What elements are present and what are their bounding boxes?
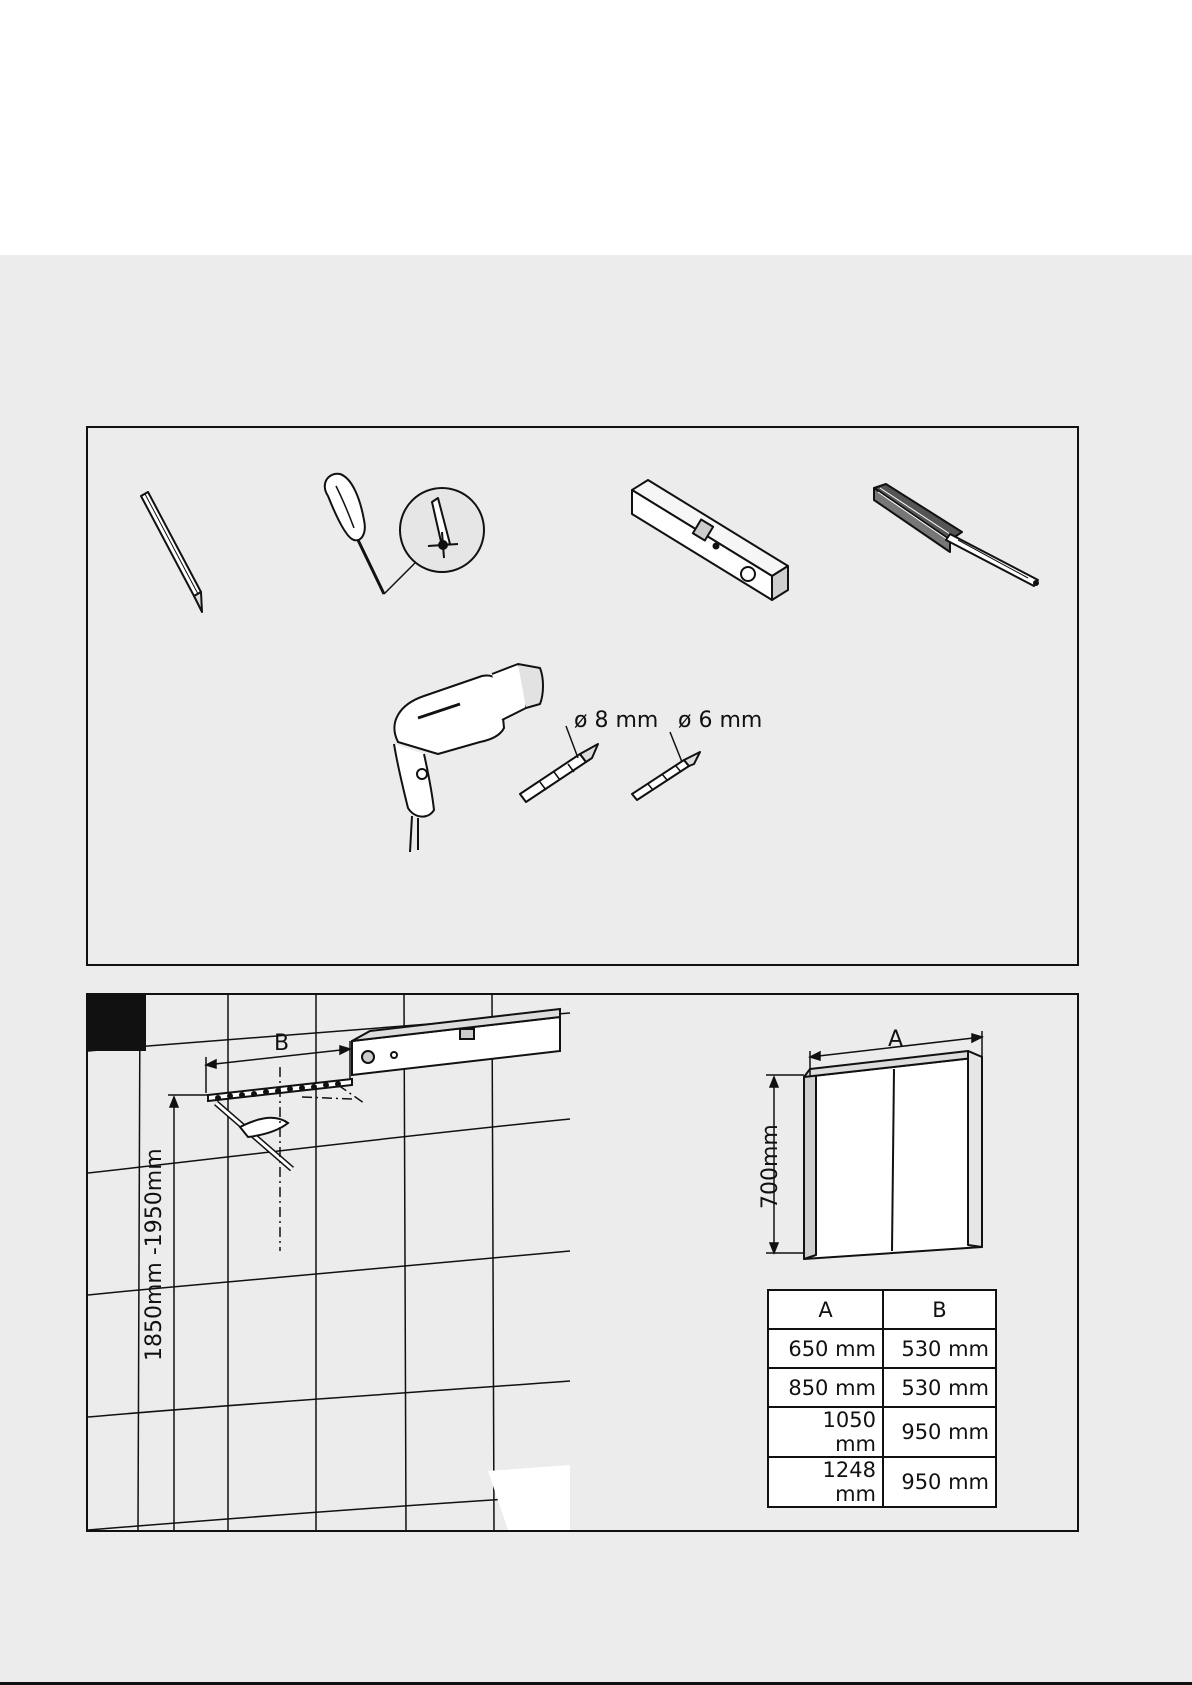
table-row [768,1368,996,1407]
table-cell-a: 650 mm [768,1329,883,1368]
spirit-level-icon [632,480,788,600]
drill-bit-8mm-icon [520,726,598,802]
table-row [768,1329,996,1368]
size-table-header-a: A [768,1290,883,1329]
drill-icon [394,664,543,852]
table-cell-b: 950 mm [883,1457,996,1507]
folding-rule-icon [874,484,1038,586]
size-table-header-b: B [883,1290,996,1329]
height-range-label: 1850mm -1950mm [142,1148,167,1361]
drill-bit-6mm-label: ø 6 mm [678,708,763,733]
table-cell-b: 530 mm [883,1329,996,1368]
drill-bit-8mm-label: ø 8 mm [574,708,659,733]
pencil-icon [141,492,202,612]
cabinet-height-label: 700mm [758,1124,783,1209]
tools-panel [86,426,1079,966]
drill-bit-6mm-icon [632,732,700,800]
table-cell-a: 850 mm [768,1368,883,1407]
table-row [768,1407,996,1457]
size-table [767,1289,997,1508]
table-cell-a: 1248 mm [768,1457,883,1507]
table-cell-b: 950 mm [883,1407,996,1457]
table-row [768,1457,996,1507]
mirror-cabinet-illustration [804,1051,982,1259]
tools-illustration [88,428,1077,964]
step-panel [86,993,1079,1532]
cabinet-width-label: A [888,1027,904,1052]
table-cell-b: 530 mm [883,1368,996,1407]
screwdriver-icon [325,474,484,594]
step-number-badge [88,995,146,1051]
table-cell-a: 1050 mm [768,1407,883,1457]
dimension-b-label: B [274,1031,290,1056]
